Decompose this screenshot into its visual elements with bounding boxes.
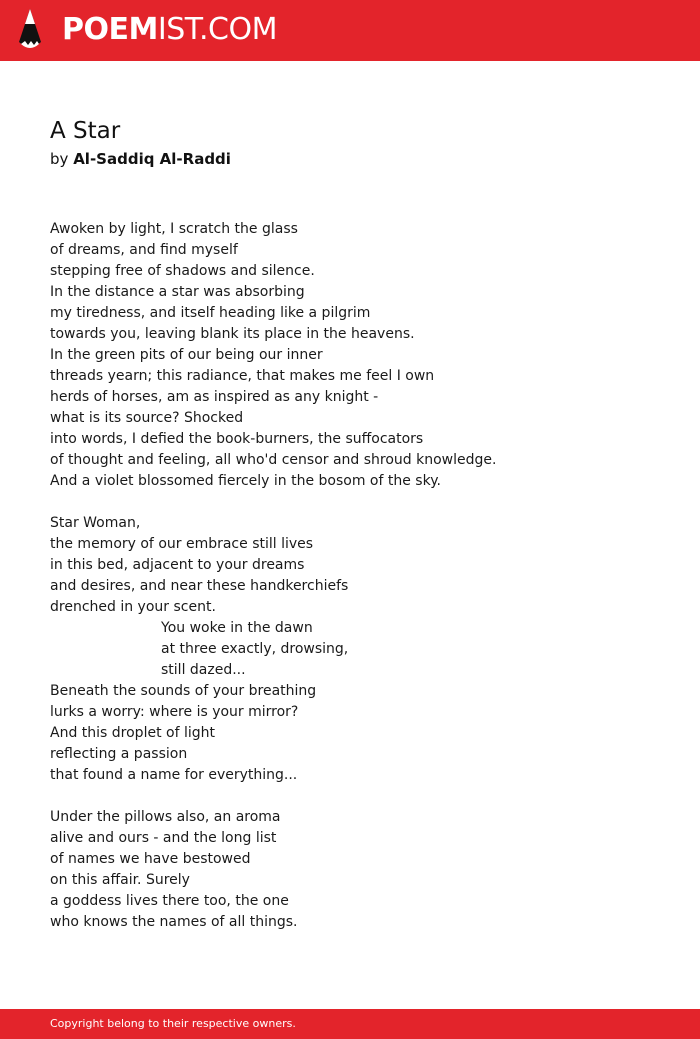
- poem-line: of thought and feeling, all who'd censor and shroud knowledge.: [50, 452, 497, 468]
- byline: [50, 149, 231, 169]
- poem-line: Beneath the sounds of your breathing: [50, 683, 317, 699]
- poem-line: of names we have bestowed: [50, 851, 251, 867]
- stanza-break: [50, 492, 670, 513]
- poem-line: In the green pits of our being our inner: [50, 347, 323, 363]
- poem-line: a goddess lives there too, the one: [50, 893, 289, 909]
- copyright-notice: Copyright belong to their respective owners.: [50, 1017, 296, 1030]
- poem-line: And a violet blossomed fiercely in the bosom of the sky.: [50, 473, 441, 489]
- poem-line: on this affair. Surely: [50, 872, 190, 888]
- site-header: [0, 0, 700, 61]
- poem-line: and desires, and near these handkerchiefs: [50, 578, 349, 594]
- poem-title: A Star: [50, 118, 121, 144]
- poem-line: And this droplet of light: [50, 725, 215, 741]
- poem-line: herds of horses, am as inspired as any knight -: [50, 389, 379, 405]
- poem-line: Star Woman,: [50, 515, 141, 531]
- poem-line: the memory of our embrace still lives: [50, 536, 314, 552]
- poem-line: In the distance a star was absorbing: [50, 284, 305, 300]
- poem-line: towards you, leaving blank its place in the heavens.: [50, 326, 415, 342]
- poem-line-indented: still dazed...: [161, 662, 246, 678]
- poem-line: Under the pillows also, an aroma: [50, 809, 281, 825]
- poem-line: stepping free of shadows and silence.: [50, 263, 315, 279]
- poem-line: drenched in your scent.: [50, 599, 216, 615]
- author-name: Al-Saddiq Al-Raddi: [73, 150, 231, 168]
- poem-line: what is its source? Shocked: [50, 410, 244, 426]
- stanza-break: [50, 786, 670, 807]
- stanza-2: [50, 513, 670, 786]
- poem-line: Awoken by light, I scratch the glass: [50, 221, 298, 237]
- pencil-logo-icon[interactable]: [18, 8, 42, 52]
- poem-line: threads yearn; this radiance, that makes me feel I own: [50, 368, 435, 384]
- poem-line: that found a name for everything...: [50, 767, 298, 783]
- poem-line: into words, I defied the book-burners, the suffocators: [50, 431, 424, 447]
- poem-line: who knows the names of all things.: [50, 914, 298, 930]
- poem-line: alive and ours - and the long list: [50, 830, 277, 846]
- site-logo[interactable]: [62, 11, 277, 49]
- poem-line: lurks a worry: where is your mirror?: [50, 704, 299, 720]
- logo-light-text: IST.COM: [157, 12, 277, 47]
- poem-line: my tiredness, and itself heading like a pilgrim: [50, 305, 371, 321]
- site-footer: [0, 1009, 700, 1039]
- poem-line-indented: at three exactly, drowsing,: [161, 641, 349, 657]
- logo-bold-text: POEM: [62, 12, 158, 47]
- stanza-3: [50, 807, 670, 933]
- poem-line: reflecting a passion: [50, 746, 188, 762]
- poem-line: of dreams, and find myself: [50, 242, 238, 258]
- poem-line: in this bed, adjacent to your dreams: [50, 557, 305, 573]
- poem-body: [50, 219, 670, 933]
- stanza-1: [50, 219, 670, 492]
- byline-prefix: by: [50, 150, 69, 168]
- poem-line-indented: You woke in the dawn: [161, 620, 313, 636]
